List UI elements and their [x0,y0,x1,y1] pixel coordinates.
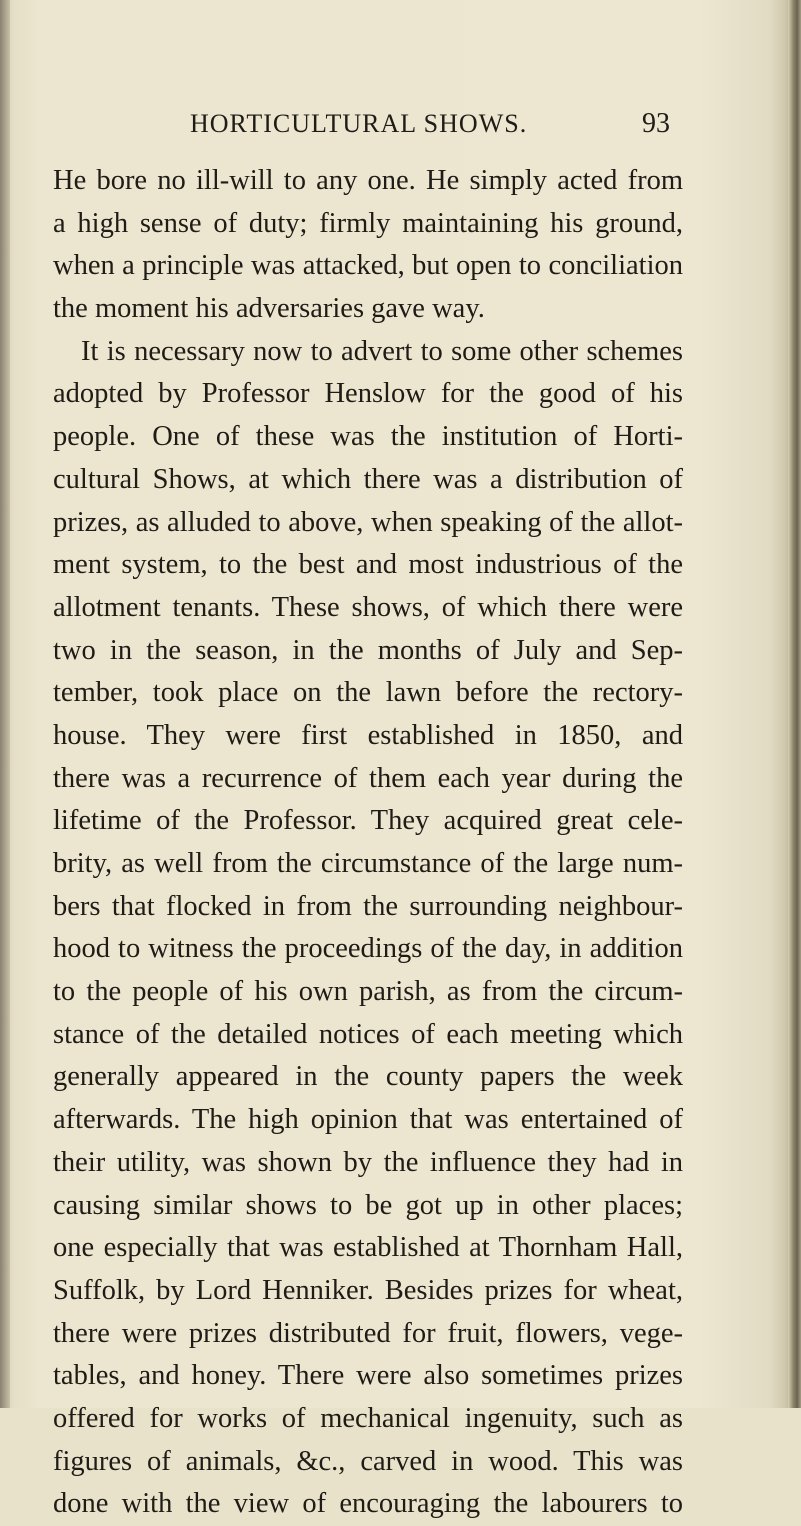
page-number: 93 [642,108,670,139]
text-line: two in the season, in the months of July and Sep- [53,634,683,666]
text-line: house. They were first established in 1850, and [53,719,683,751]
text-line: one especially that was established at Thornham Hall, [53,1232,683,1264]
running-title: HORTICULTURAL SHOWS. [190,109,528,138]
text-line: causing similar shows to be got up in other places; [53,1189,683,1221]
body-text [53,160,683,1526]
text-line: cultural Shows, at which there was a distribution of [53,463,683,495]
page-right-edge [788,0,801,1408]
text-line: afterwards. The high opinion that was entertained of [53,1104,683,1136]
text-line: a high sense of duty; firmly maintaining his ground, [53,207,683,239]
text-line: prizes, as alluded to above, when speaking of the allot- [53,506,683,538]
text-line: allotment tenants. These shows, of which there were [53,591,683,623]
text-line: offered for works of mechanical ingenuity, such as [53,1402,683,1434]
text-line: there were prizes distributed for fruit, flowers, vege- [53,1317,683,1349]
page-header [60,106,670,142]
text-line: the moment his adversaries gave way. [53,293,485,325]
text-line: done with the view of encouraging the labourers to [53,1488,683,1520]
text-line: figures of animals, &c., carved in wood. This was [53,1445,683,1477]
text-line: to the people of his own parish, as from the circum- [53,976,683,1008]
text-line: people. One of these was the institution of Horti- [53,421,683,453]
text-line: tember, took place on the lawn before the rectory- [53,677,683,709]
page-left-edge [0,0,10,1408]
text-line: Suffolk, by Lord Henniker. Besides prizes for wheat, [53,1274,683,1306]
text-line: hood to witness the proceedings of the day, in addition [53,933,683,965]
text-line: tables, and honey. There were also sometimes prizes [53,1360,683,1392]
text-line: adopted by Professor Henslow for the good of his [53,378,683,410]
text-line: lifetime of the Professor. They acquired great cele- [53,805,683,837]
text-line: there was a recurrence of them each year during the [53,762,683,794]
text-line: generally appeared in the county papers the week [53,1061,683,1093]
text-line: It is necessary now to advert to some other schemes [81,335,683,367]
text-line: when a principle was attacked, but open to conciliation [53,250,683,282]
text-line: brity, as well from the circumstance of the large num- [53,848,683,879]
text-line: ment system, to the best and most industrious of the [53,549,683,581]
text-line: stance of the detailed notices of each meeting which [53,1018,683,1050]
text-line: their utility, was shown by the influence they had in [53,1146,683,1178]
text-line: He bore no ill-will to any one. He simply acted from [53,165,683,196]
text-line: bers that flocked in from the surrounding neighbour- [53,890,683,922]
